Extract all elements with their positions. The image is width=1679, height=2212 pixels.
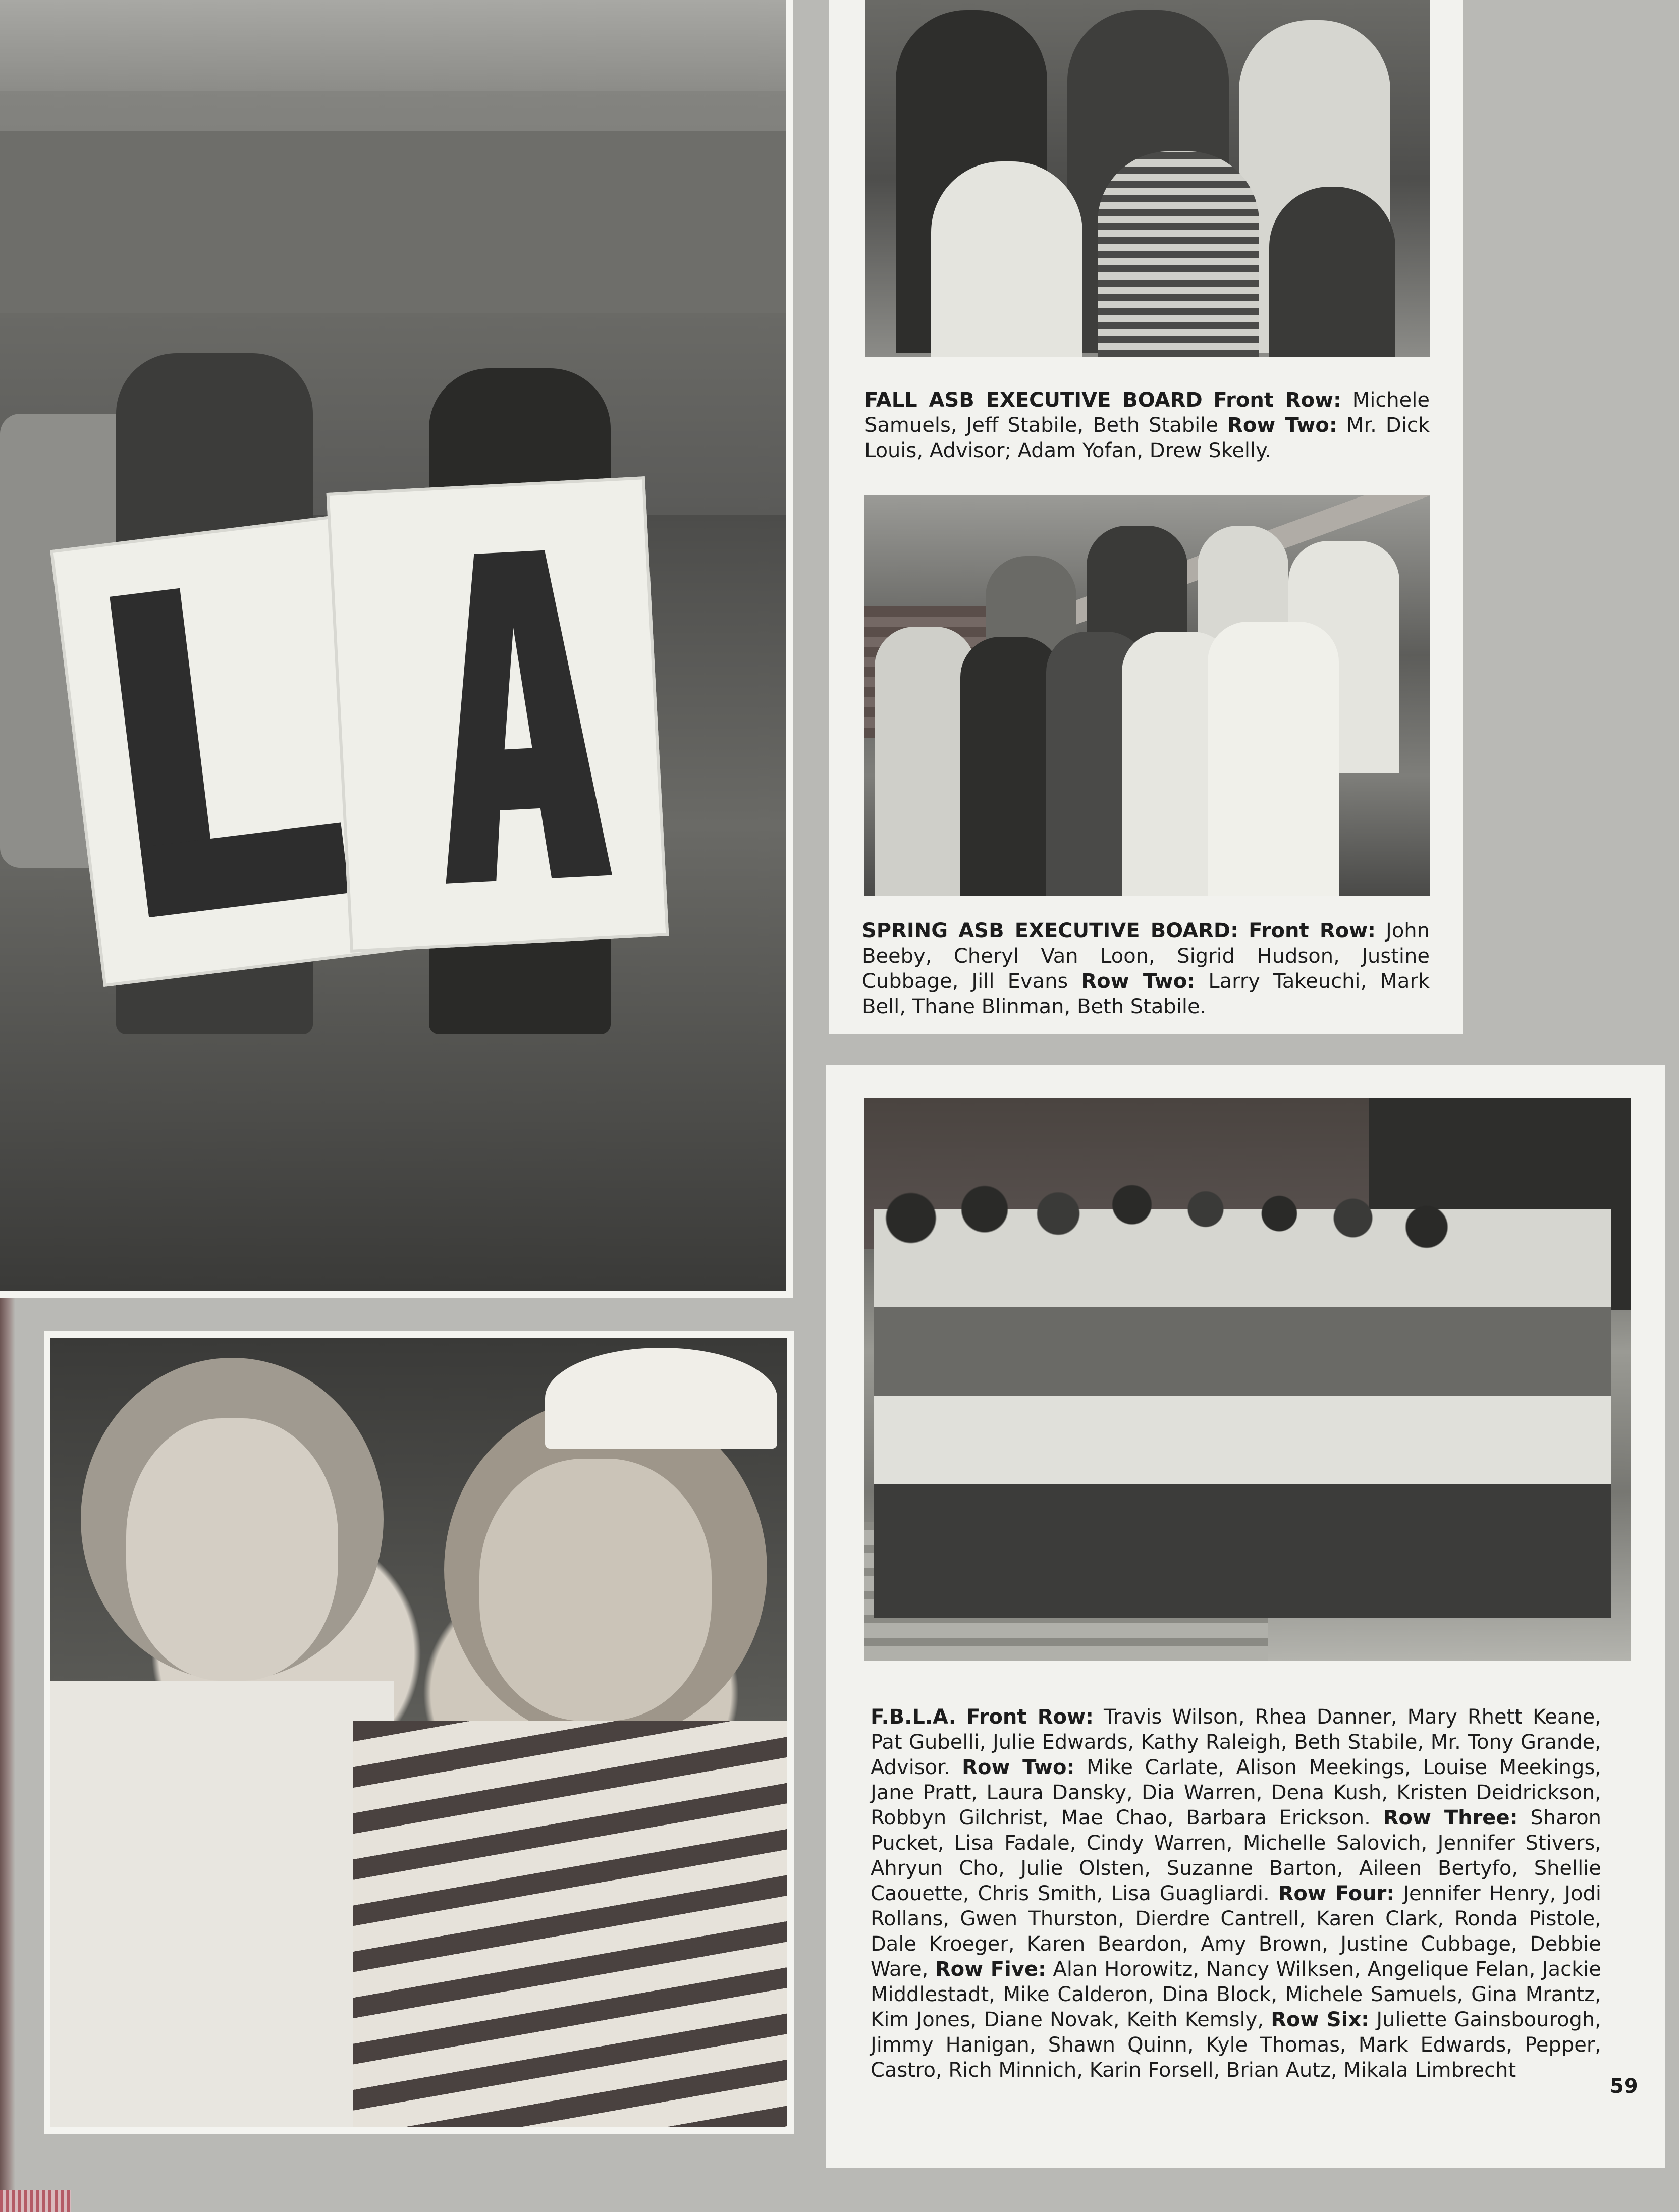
fall-asb-caption: [864, 388, 1430, 463]
fall-asb-heading: FALL ASB EXECUTIVE BOARD: [864, 389, 1203, 412]
striped-shirt: [353, 1721, 787, 2127]
page-number: 59: [1610, 2075, 1638, 2098]
fbla-row6-label: Row Six:: [1271, 2008, 1370, 2031]
building-wall: [0, 131, 786, 313]
board-member: [1208, 622, 1339, 896]
fbla-row3-names: Sharon Pucket, Lisa Fadale, Cindy Warren, Michelle Salovich, Jennifer Stivers, Ahryun Cho, Julie Olsten, Suzanne Barton, Aileen Bertyfo, Shellie Caouette, Chris Smith, Lisa Guagliardi.: [871, 1806, 1602, 1905]
fbla-heading: F.B.L.A.: [871, 1705, 956, 1729]
fall-row2-label: Row Two:: [1227, 414, 1337, 437]
fbla-row4-label: Row Four:: [1278, 1882, 1395, 1905]
fbla-row1-names: Travis Wilson, Rhea Danner, Mary Rhett Keane, Pat Gubelli, Julie Edwards, Kathy Raleigh, Beth Stabile, Mr. Tony Grande, Advisor.: [871, 1705, 1602, 1779]
la-sign-photo: [0, 0, 786, 1291]
spring-row1-names: John Beeby, Cheryl Van Loon, Sigrid Hudson, Justine Cubbage, Jill Evans: [862, 919, 1430, 993]
fall-row1-label: Front Row:: [1213, 389, 1342, 412]
spring-row2-label: Row Two:: [1081, 970, 1196, 993]
fbla-caption: [871, 1704, 1601, 2083]
fbla-row6-names: Juliette Gainsbourogh, Jimmy Hanigan, Shawn Quinn, Kyle Thomas, Mark Edwards, Pepper, Castro, Rich Minnich, Karin Forsell, Brian Autz, Mikala Limbrecht: [871, 2008, 1601, 2082]
fall-row2-names: Mr. Dick Louis, Advisor; Adam Yofan, Drew Skelly.: [864, 414, 1430, 462]
board-member: [1098, 151, 1259, 357]
fall-row1-names: Michele Samuels, Jeff Stabile, Beth Stabile: [864, 389, 1430, 437]
board-member: [1269, 187, 1395, 357]
spring-asb-caption: [862, 918, 1430, 1019]
board-member: [931, 161, 1082, 357]
letter-a: [330, 479, 666, 949]
fbla-row5-label: Row Five:: [935, 1958, 1047, 1981]
spring-row1-label: Front Row:: [1249, 919, 1376, 943]
spring-asb-heading: SPRING ASB EXECUTIVE BOARD:: [862, 919, 1239, 943]
fbla-row5-names: Alan Horowitz, Nancy Wilksen, Angelique Felan, Jackie Middlestadt, Mike Calderon, Dina Block, Michele Samuels, Gina Mrantz, Kim Jones, Diane Novak, Keith Kemsly,: [871, 1958, 1602, 2031]
club-members-crowd: [874, 1174, 1611, 1618]
left-dress: [50, 1681, 394, 2127]
fall-asb-photo: [865, 0, 1430, 357]
sign-a: [327, 476, 669, 953]
fbla-group-photo: [864, 1098, 1631, 1661]
fbla-row3-label: Row Three:: [1383, 1806, 1518, 1830]
spring-asb-photo: [864, 495, 1430, 896]
ragdoll-costume-photo: [50, 1338, 787, 2127]
fbla-row2-label: Row Two:: [962, 1756, 1075, 1779]
binding-strip: [0, 2190, 71, 2212]
right-face: [479, 1459, 712, 1721]
left-face: [126, 1418, 338, 1681]
fbla-row1-label: Front Row:: [966, 1705, 1094, 1729]
fbla-row4-names: Jennifer Henry, Jodi Rollans, Gwen Thurston, Dierdre Cantrell, Karen Clark, Ronda Pistole, Dale Kroeger, Karen Beardon, Amy Brown, Justine Cubbage, Debbie Ware,: [871, 1882, 1601, 1981]
sailor-hat: [545, 1348, 777, 1449]
sky-area: [0, 0, 786, 91]
spring-row2-names: Larry Takeuchi, Mark Bell, Thane Blinman, Beth Stabile.: [862, 970, 1430, 1018]
fbla-row2-names: Mike Carlate, Alison Meekings, Louise Meekings, Jane Pratt, Laura Dansky, Dia Warren, Dena Kush, Kristen Deidrickson, Robbyn Gilchrist, Mae Chao, Barbara Erickson.: [871, 1756, 1601, 1830]
